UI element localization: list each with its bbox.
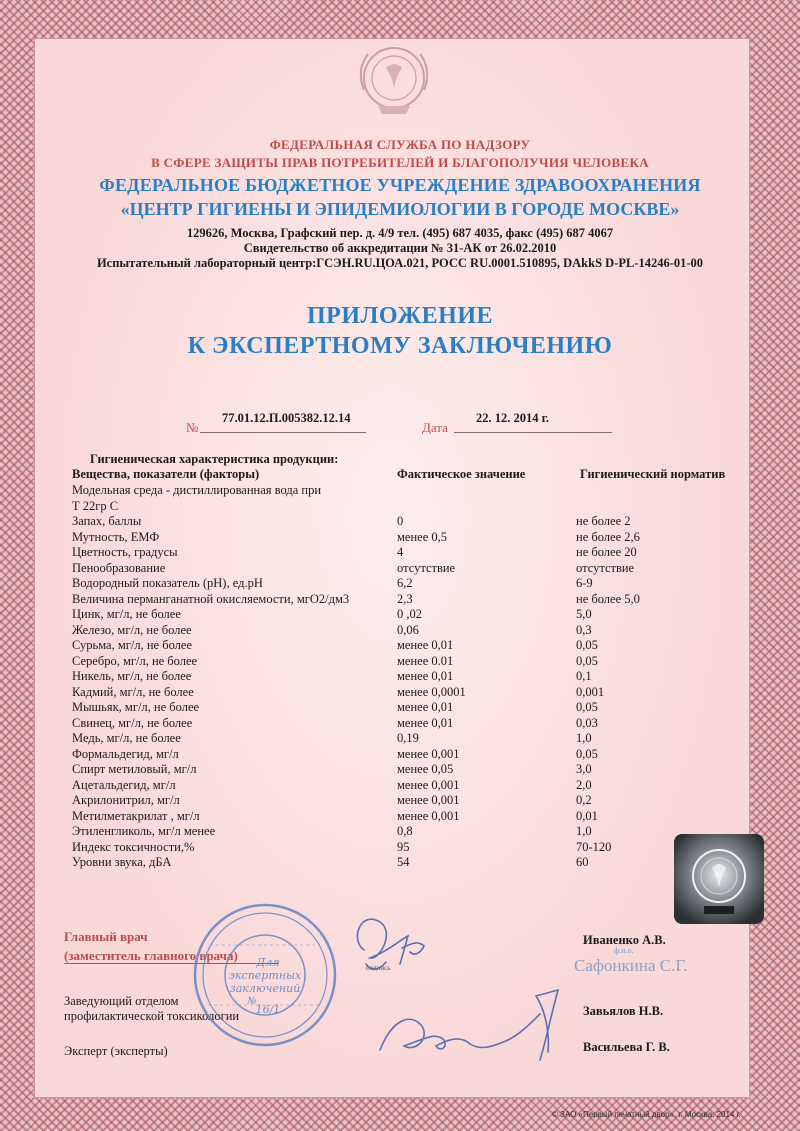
expert-label: Эксперт (эксперты) [64, 1044, 168, 1058]
column-header-substance: Вещества, показатели (факторы) [72, 467, 260, 481]
table-row: Железо, мг/л, не более 0,06 0,3 [72, 622, 592, 637]
document-subtitle: К ЭКСПЕРТНОМУ ЗАКЛЮЧЕНИЮ [187, 333, 613, 359]
date-label: Дата [422, 420, 448, 435]
table-row: Медь, мг/л, не более 0,19 1,0 [72, 731, 592, 745]
results-table [72, 483, 752, 871]
table-row: Спирт метиловый, мг/л менее 0,05 3,0 [72, 762, 592, 776]
organization-emblem-icon [346, 40, 442, 124]
table-row: Формальдегид, мг/л менее 0,001 0,05 [72, 746, 598, 761]
department-head-name: Завьялов Н.В. [583, 1004, 664, 1018]
table-row: Цветность, градусы 4 не более 20 [72, 545, 637, 559]
stamp-text: 16/1 [255, 1003, 281, 1016]
table-row: Метилметакрилат , мг/л менее 0,001 0,01 [72, 808, 598, 823]
table-row: Никель, мг/л, не более менее 0,01 0,1 [72, 669, 592, 683]
round-stamp-icon [190, 900, 340, 1050]
table-row: Кадмий, мг/л, не более менее 0,0001 0,001 [72, 684, 605, 699]
signature-caption: подпись [366, 964, 391, 972]
header-agency: ФЕДЕРАЛЬНАЯ СЛУЖБА ПО НАДЗОРУ [269, 137, 531, 152]
chief-doctor-name: Иваненко А.В. [583, 933, 666, 947]
table-row: Ацетальдегид, мг/л менее 0,001 2,0 [72, 777, 592, 792]
stamp-text: Для [256, 956, 280, 969]
column-header-norm: Гигиенический норматив [580, 467, 726, 481]
table-row: Т 22гр С [72, 498, 119, 513]
date-underline [454, 432, 612, 433]
printer-footer: © ЗАО «Первый печатный двор», г. Москва, 2014 г. [552, 1110, 741, 1119]
fio-caption: ф.и.о. [614, 946, 634, 955]
table-row: Индекс токсичности,% 95 70-120 [72, 839, 612, 854]
table-row: Мутность, ЕМФ менее 0,5 не более 2,6 [72, 529, 640, 544]
stamp-text: экспертных [228, 969, 302, 982]
deputy-chief-label: (заместитель главного врача) [64, 948, 238, 963]
table-row: Акрилонитрил, мг/л менее 0,001 0,2 [72, 793, 592, 807]
header-institution: ФЕДЕРАЛЬНОЕ БЮДЖЕТНОЕ УЧРЕЖДЕНИЕ ЗДРАВООХРАНЕНИЯ [99, 175, 701, 195]
chief-doctor-label: Главный врач [64, 929, 148, 944]
table-row: Пенообразование отсутствие отсутствие [72, 560, 635, 575]
stamp-text: № [247, 996, 257, 1007]
table-row: Свинец, мг/л, не более менее 0,01 0,03 [72, 715, 598, 730]
table-row: Мышьяк, мг/л, не более менее 0,01 0,05 [72, 700, 598, 714]
department-head-label: Заведующий отделом [64, 994, 179, 1008]
table-row: Запах, баллы 0 не более 2 [72, 514, 631, 528]
header-agency-sub: В СФЕРЕ ЗАЩИТЫ ПРАВ ПОТРЕБИТЕЛЕЙ И БЛАГОПОЛУЧИЯ ЧЕЛОВЕКА [151, 155, 649, 170]
header-accreditation: Свидетельство об аккредитации № 31-АК от 26.02.2010 [243, 241, 557, 255]
stamp-text: заключений [229, 982, 301, 995]
column-header-actual: Фактическое значение [397, 467, 526, 481]
department-head-label-2: профилактической токсикологии [64, 1009, 240, 1023]
hologram-seal-icon [672, 832, 766, 926]
header-center-name: «ЦЕНТР ГИГИЕНЫ И ЭПИДЕМИОЛОГИИ В ГОРОДЕ МОСКВЕ» [120, 199, 680, 219]
stamp-name-imprint: Сафонкина С.Г. [574, 956, 688, 975]
document-title: ПРИЛОЖЕНИЕ [306, 303, 494, 329]
expert-name: Васильева Г. В. [583, 1040, 670, 1054]
table-row: Сурьма, мг/л, не более менее 0,01 0,05 [72, 638, 598, 652]
conclusion-number: 77.01.12.П.005382.12.14 [222, 411, 351, 425]
header-lab-center: Испытательный лабораторный центр:ГСЭН.RU.ЦОА.021, РОСС RU.0001.510895, DAkkS D-PL-14246-01-00 [96, 256, 704, 270]
number-underline [200, 432, 366, 433]
table-row: Цинк, мг/л, не более 0 ,02 5,0 [72, 607, 592, 621]
table-row: Водородный показатель (рН), ед.рН 6,2 6-9 [72, 576, 593, 590]
table-row: Серебро, мг/л, не более менее 0.01 0,05 [72, 653, 598, 668]
number-label: № [186, 420, 199, 435]
table-row: Уровни звука, дБА 54 60 [72, 855, 589, 869]
table-row: Модельная среда - дистиллированная вода при [72, 483, 322, 497]
conclusion-date: 22. 12. 2014 г. [476, 411, 550, 425]
table-row: Этиленгликоль, мг/л менее 0,8 1,0 [72, 824, 592, 838]
table-row: Величина перманганатной окисляемости, мгО2/дм3 2,3 не более 5,0 [72, 591, 640, 606]
table-caption: Гигиеническая характеристика продукции: [90, 452, 339, 466]
header-address: 129626, Москва, Графский пер. д. 4/9 тел. (495) 687 4035, факс (495) 687 4067 [186, 226, 614, 240]
handwritten-signatures-icon [340, 900, 600, 1080]
